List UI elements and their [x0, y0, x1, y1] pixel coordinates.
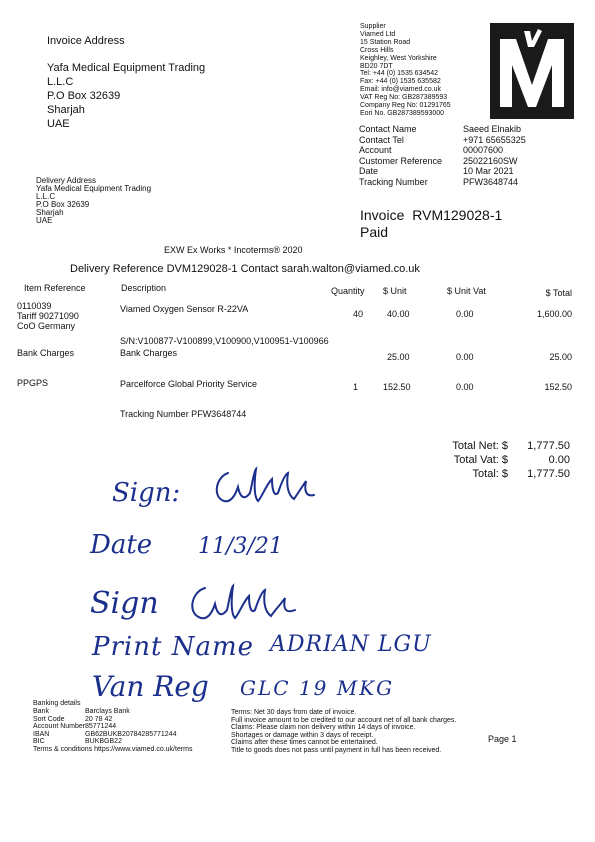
detail-label: Account [359, 145, 392, 155]
detail-row [359, 156, 579, 167]
supplier-line: Tel: +44 (0) 1535 634542 [360, 70, 439, 78]
terms-line: Shortages or damage within 3 days of receipt. [231, 731, 374, 739]
col-header-total: $ Total [545, 288, 572, 298]
detail-row [359, 166, 579, 177]
col-header-item-reference: Item Reference [24, 283, 86, 293]
banking-value: BUKBGB22 [85, 738, 122, 746]
total-label: Total: $ [472, 468, 508, 480]
delivery-address-line: UAE [36, 216, 53, 225]
terms-line: Claims: Please claim non delivery within 14 days of invoice. [231, 724, 416, 732]
totals [420, 440, 570, 482]
detail-value: +971 65655325 [463, 134, 526, 145]
banking-value: Barclays Bank [85, 708, 130, 715]
invoice-address-line: Yafa Medical Equipment Trading [47, 62, 206, 74]
handwritten-date-value: 11/3/21 [198, 534, 283, 559]
detail-value: 25022160SW [463, 155, 518, 166]
total-label: Total Vat: $ [453, 454, 508, 466]
supplier-line: Eori No. GB287389593000 [360, 109, 445, 117]
banking-value: GB62BUKB20784285771244 [85, 730, 177, 738]
col-header-unit-vat: $ Unit Vat [447, 286, 486, 296]
item-reference: PPGPS [17, 378, 49, 388]
item-unit-vat: 0.00 [456, 309, 474, 319]
delivery-address-line: P.O Box 32639 [36, 200, 90, 209]
banking-heading: Banking details [33, 700, 81, 707]
detail-row [359, 145, 579, 156]
incoterms: EXW Ex Works * Incoterms® 2020 [164, 245, 303, 255]
detail-row [359, 177, 579, 188]
signature-2 [185, 580, 315, 626]
item-origin: CoO Germany [17, 321, 76, 331]
supplier-line: Fax: +44 (0) 1535 635582 [360, 78, 441, 86]
supplier-line: VAT Reg No: GB287389593 [360, 94, 448, 102]
supplier-line: Viamed Ltd [360, 30, 396, 38]
item-tracking-number: Tracking Number PFW3648744 [120, 409, 247, 419]
page-number: Page 1 [488, 734, 517, 744]
col-header-description: Description [121, 283, 167, 293]
signature-1 [210, 463, 330, 511]
supplier-line: Keighley, West Yorkshire [360, 54, 437, 62]
col-header-unit: $ Unit [383, 286, 407, 296]
total-value: 1,777.50 [527, 468, 570, 480]
delivery-address [36, 177, 151, 225]
item-unit-vat: 0.00 [456, 382, 474, 392]
banking-label: Sort Code [33, 715, 65, 723]
detail-label: Tracking Number [359, 176, 428, 187]
item-description: Viamed Oxygen Sensor R-22VA [120, 304, 249, 314]
total-label: Total Net: $ [452, 440, 508, 452]
total-value: 0.00 [548, 454, 570, 466]
item-total: 1,600.00 [536, 309, 572, 319]
total-row [420, 454, 570, 468]
banking-details [33, 708, 223, 746]
supplier-line: BD20 7DT [360, 62, 393, 70]
delivery-address-heading: Delivery Address [36, 176, 97, 185]
invoice-address-line: UAE [47, 118, 70, 130]
invoice-address-line: L.L.C [47, 76, 74, 88]
banking-row [33, 738, 223, 746]
delivery-address-line: L.L.C [36, 192, 56, 201]
item-tariff: Tariff 90271090 [17, 311, 79, 321]
handwritten-van-reg-label: Van Reg [92, 670, 209, 703]
banking-row [33, 731, 223, 739]
delivery-reference: Delivery Reference DVM129028-1 Contact sarah.walton@viamed.co.uk [70, 263, 420, 275]
supplier-line: Supplier [360, 23, 386, 30]
handwritten-sign-label: Sign: [112, 478, 181, 508]
item-serial-numbers: S/N:V100877-V100899,V100900,V100951-V100966 [120, 336, 329, 346]
item-unit-vat: 0.00 [456, 352, 474, 362]
item-description: Parcelforce Global Priority Service [120, 379, 258, 389]
item-total: 25.00 [549, 352, 572, 362]
handwritten-print-name-label: Print Name [92, 632, 254, 662]
detail-value: PFW3648744 [463, 176, 519, 187]
banking-label: IBAN [33, 730, 50, 738]
detail-label: Customer Reference [359, 155, 443, 166]
contact-details [359, 124, 579, 187]
invoice-address-line: Sharjah [47, 104, 85, 116]
terms-line: Terms: Net 30 days from date of invoice. [231, 709, 357, 716]
item-quantity: 40 [353, 309, 364, 319]
terms-link[interactable]: Terms & conditions https://www.viamed.co.uk/terms [33, 746, 193, 753]
detail-value: 00007600 [463, 145, 504, 155]
invoice-address-heading: Invoice Address [47, 35, 125, 47]
total-row [420, 468, 570, 482]
invoice-status: Paid [360, 224, 389, 240]
viamed-logo [490, 23, 574, 119]
viamed-logo-mark [490, 23, 574, 119]
banking-row [33, 708, 223, 716]
supplier-line: Email: info@viamed.co.uk [360, 86, 442, 94]
detail-value: 10 Mar 2021 [463, 166, 514, 176]
terms-line: Claims after these times cannot be entertained. [231, 739, 378, 747]
item-description: Bank Charges [120, 348, 178, 358]
item-unit-price: 152.50 [383, 382, 411, 392]
terms-line: Title to goods does not pass until payment in full has been received. [231, 746, 442, 754]
invoice-number: RVM129028-1 [412, 207, 503, 223]
supplier-line: Cross Hills [360, 46, 394, 54]
table-row-ref [17, 301, 79, 331]
item-unit-price: 25.00 [387, 352, 410, 362]
item-reference: Bank Charges [17, 348, 75, 358]
handwritten-van-reg-value: GLC 19 MKG [240, 676, 395, 700]
item-reference: 0110039 [17, 301, 52, 311]
terms-line: Full invoice amount to be credited to our account net of all bank charges. [231, 716, 457, 724]
supplier-line: 15 Station Road [360, 38, 411, 46]
invoice-address [47, 61, 205, 131]
item-total: 152.50 [544, 382, 572, 392]
detail-label: Contact Tel [359, 134, 404, 145]
detail-row [359, 135, 579, 146]
col-header-quantity: Quantity [331, 286, 365, 296]
item-quantity: 1 [353, 382, 359, 392]
banking-label: BIC [33, 738, 45, 746]
detail-label: Contact Name [359, 124, 417, 134]
invoice-label: Invoice [360, 207, 405, 223]
banking-label: Account Number [33, 723, 86, 731]
detail-value: Saeed Elnakib [463, 124, 522, 134]
handwritten-sign-label: Sign [90, 586, 159, 621]
invoice-title [360, 207, 502, 223]
banking-row [33, 716, 223, 724]
total-value: 1,777.50 [527, 440, 570, 452]
delivery-address-line: Sharjah [36, 208, 64, 217]
item-unit-price: 40.00 [387, 309, 410, 319]
detail-label: Date [359, 166, 379, 176]
banking-label: Bank [33, 708, 49, 715]
delivery-address-line: Yafa Medical Equipment Trading [36, 184, 152, 193]
total-row [420, 440, 570, 454]
detail-row [359, 124, 579, 135]
supplier-block [360, 23, 451, 118]
terms-block [231, 709, 456, 755]
invoice-address-line: P.O Box 32639 [47, 90, 121, 102]
handwritten-date-label: Date [90, 530, 153, 560]
banking-value: 85771244 [85, 723, 117, 731]
supplier-line: Company Reg No: 01291765 [360, 102, 451, 110]
banking-row [33, 723, 223, 731]
handwritten-print-name-value: ADRIAN LGU [270, 632, 432, 657]
banking-value: 20 78 42 [85, 715, 113, 723]
